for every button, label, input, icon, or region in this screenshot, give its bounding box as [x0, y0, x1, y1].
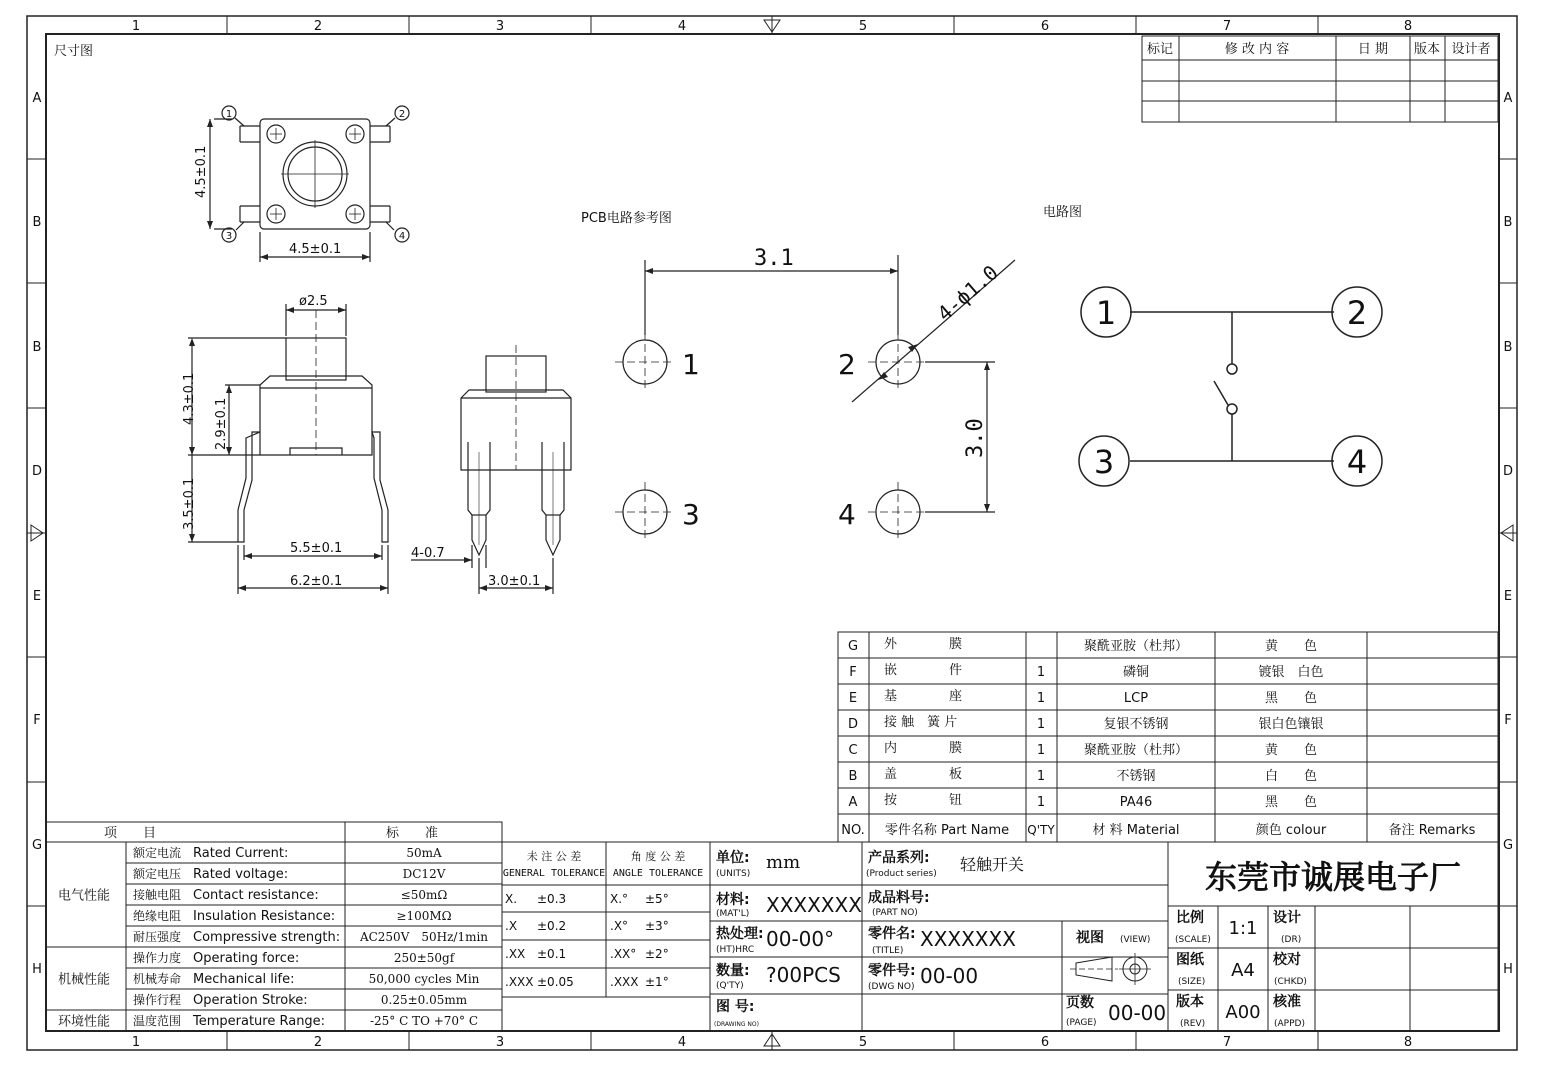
part-colour: 镀银 白色 [1258, 665, 1324, 680]
angle-tolerance-value: ±5° [645, 892, 669, 906]
general-tolerance-key: .X [505, 919, 518, 933]
series-value: 轻触开关 [960, 855, 1025, 874]
dr-en: (DR) [1281, 935, 1302, 945]
parts-header: 零件名称 Part Name [884, 823, 1010, 838]
part-colour: 黑 色 [1264, 691, 1318, 706]
scale-label: 比例 [1176, 910, 1204, 926]
general-tolerance-value: ±0.2 [537, 919, 567, 933]
part-colour: 黑 色 [1264, 795, 1318, 810]
part-qty: 1 [1036, 665, 1046, 680]
appd-label: 核准 [1273, 994, 1301, 1010]
part-material: LCP [1123, 691, 1149, 706]
front-dim-diameter: ø2.5 [299, 294, 328, 309]
spec-item-en: Operating force: [193, 951, 300, 966]
spec-group-name: 机械性能 [57, 972, 111, 988]
parts-header: NO. [841, 823, 865, 838]
dwgno-en: (DWG NO) [868, 982, 915, 992]
dwgno-value: 00-00 [920, 964, 979, 988]
part-qty: 1 [1036, 769, 1046, 784]
col-label: 5 [858, 19, 868, 34]
spec-item-cn: 温度范围 [133, 1014, 182, 1028]
units-label: 单位: [716, 850, 750, 866]
col-label: 7 [1222, 1035, 1232, 1050]
part-name: 接 触 簧 片 [884, 715, 958, 730]
part-name: 嵌 件 [884, 663, 963, 678]
col-label: 7 [1222, 19, 1232, 34]
part-material: PA46 [1119, 795, 1153, 810]
spec-table [46, 822, 502, 1031]
partno-en: (PART NO) [872, 908, 918, 918]
spec-header-std: 标 准 [385, 826, 439, 841]
general-tolerance-value: ±0.05 [537, 975, 574, 989]
material-value: XXXXXXX [766, 893, 862, 917]
angle-tolerance-key: X.° [610, 892, 629, 906]
spec-value: 0.25±0.05mm [380, 993, 468, 1007]
row-label: D [1502, 464, 1514, 479]
part-qty: 1 [1036, 717, 1046, 732]
spec-item-cn: 操作力度 [133, 951, 182, 965]
spec-item-en: Temperature Range: [193, 1014, 326, 1029]
angle-tolerance-value: ±3° [645, 919, 669, 933]
row-label: B [32, 340, 42, 355]
size-label: 图纸 [1176, 952, 1204, 968]
col-label: 3 [495, 19, 505, 34]
row-label: D [31, 464, 43, 479]
top-dim-horizontal: 4.5±0.1 [289, 242, 342, 257]
part-no: A [848, 795, 858, 810]
top-view [194, 106, 409, 262]
spec-value: 50,000 cycles Min [368, 972, 480, 986]
spec-item-cn: 绝缘电阻 [133, 909, 182, 923]
part-material: 不锈钢 [1116, 769, 1156, 784]
circuit-node-label: 2 [1346, 294, 1368, 332]
parts-header: 备注 Remarks [1388, 823, 1476, 838]
part-no: D [847, 717, 859, 732]
dwgno-label: 零件号: [868, 963, 916, 979]
col-label: 3 [495, 1035, 505, 1050]
row-label: H [1503, 962, 1513, 977]
row-label: B [32, 215, 42, 230]
front-dim-body: 2.9±0.1 [214, 397, 229, 450]
row-label: G [1502, 838, 1514, 853]
front-dim-width: 6.2±0.1 [290, 574, 343, 589]
pcb-layout [615, 246, 1015, 542]
view-label: 视图 [1076, 930, 1104, 946]
pcb-dim-h: 3.1 [754, 246, 794, 271]
front-dim-pitch: 5.5±0.1 [290, 541, 343, 556]
row-label: G [31, 838, 43, 853]
page-en: (PAGE) [1066, 1018, 1097, 1028]
pcb-hole-label: 1 [682, 348, 700, 381]
general-tolerance-value: ±0.3 [537, 892, 567, 906]
col-label: 8 [1403, 19, 1413, 34]
spec-value: DC12V [402, 867, 446, 881]
spec-item-cn: 接触电阻 [133, 888, 182, 902]
spec-item-cn: 额定电流 [133, 846, 182, 860]
heat-label: 热处理: [716, 926, 764, 942]
angle-tolerance-title: 角 度 公 差 [630, 850, 686, 863]
part-name: 内 膜 [884, 741, 963, 756]
qty-value: ?00PCS [766, 963, 841, 987]
spec-item-en: Rated Current: [193, 846, 289, 861]
spec-value: ≥100MΩ [396, 909, 452, 923]
parts-header: 材 料 Material [1092, 823, 1180, 838]
spec-value: 250±50gf [393, 951, 455, 965]
side-view [411, 345, 571, 594]
row-label: A [32, 91, 42, 106]
pcb-hole-label: 4 [838, 498, 856, 531]
pcb-hole-label: 3 [682, 498, 700, 531]
units-en: (UNITS) [716, 869, 751, 879]
angle-tolerance-sub: ANGLE TOLERANCE [612, 868, 704, 879]
spec-item-en: Operation Stroke: [193, 993, 308, 1008]
revision-header: 日 期 [1357, 42, 1389, 57]
spec-value: ≤50mΩ [400, 888, 448, 902]
heat-en: (HT)HRC [716, 945, 755, 955]
chkd-en: (CHKD) [1274, 977, 1307, 987]
angle-tolerance-value: ±2° [645, 947, 669, 961]
title-en: (TITLE) [872, 946, 904, 956]
spec-item-en: Rated voltage: [193, 867, 289, 882]
part-name: 外 膜 [884, 637, 963, 652]
circuit-node-label: 1 [1095, 294, 1117, 332]
spec-item-en: Insulation Resistance: [193, 909, 336, 924]
spec-header-item: 项 目 [103, 826, 157, 841]
part-qty: 1 [1036, 691, 1046, 706]
part-no: C [848, 743, 858, 758]
row-label: F [1504, 713, 1512, 728]
qty-label: 数量: [716, 963, 750, 979]
pin-number: 1 [225, 109, 233, 120]
col-label: 6 [1040, 19, 1050, 34]
part-colour: 黄 色 [1264, 743, 1318, 758]
part-material: 磷铜 [1122, 665, 1150, 680]
part-qty: 1 [1036, 795, 1046, 810]
part-material: 聚酰亚胺（杜邦） [1083, 743, 1189, 758]
pcb-title: PCB电路参考图 [581, 211, 672, 226]
tolerance-block [502, 842, 710, 1031]
spec-item-en: Compressive strength: [193, 930, 341, 945]
size-en: (SIZE) [1178, 977, 1206, 987]
units-value: mm [766, 852, 801, 873]
pin-number: 3 [225, 231, 233, 242]
general-tolerance-key: .XX [505, 947, 526, 961]
top-dim-vertical: 4.5±0.1 [194, 145, 209, 198]
front-view [182, 294, 388, 594]
pin-number: 4 [398, 231, 406, 242]
title-label: 零件名: [868, 926, 916, 942]
col-label: 1 [131, 19, 141, 34]
material-label: 材料: [716, 892, 750, 908]
part-colour: 黄 色 [1264, 639, 1318, 654]
col-label: 4 [677, 1035, 687, 1050]
material-en: (MAT'L) [716, 909, 750, 919]
spec-group-name: 电气性能 [57, 888, 111, 904]
general-tolerance-value: ±0.1 [537, 947, 567, 961]
side-dim-spacing: 3.0±0.1 [488, 574, 541, 589]
front-dim-leg: 3.5±0.1 [182, 477, 197, 530]
parts-table [838, 632, 1498, 842]
spec-value: 50mA [406, 846, 442, 860]
pcb-hole-label: 2 [838, 348, 856, 381]
pcb-dim-v: 3.0 [963, 418, 988, 458]
revision-table [1142, 36, 1498, 122]
series-en: (Product series) [866, 869, 937, 879]
part-name: 盖 板 [884, 767, 963, 782]
qty-en: (Q'TY) [716, 981, 744, 991]
scale-value: 1:1 [1228, 918, 1258, 939]
spec-item-en: Contact resistance: [193, 888, 319, 903]
row-label: B [1503, 215, 1513, 230]
drawing-no-label: 图 号: [716, 999, 755, 1015]
angle-tolerance-key: .X° [610, 919, 629, 933]
spec-group-name: 环境性能 [57, 1014, 111, 1030]
spec-item-cn: 耐压强度 [133, 930, 182, 944]
spec-value: AC250V 50Hz/1min [359, 930, 489, 944]
rev-en: (REV) [1180, 1019, 1206, 1029]
rev-value: A00 [1225, 1002, 1261, 1023]
angle-tolerance-key: .XX° [610, 947, 637, 961]
pin-number: 2 [398, 109, 406, 120]
row-label: B [1503, 340, 1513, 355]
side-dim-pin: 4-0.7 [411, 546, 445, 561]
page-value: 00-00 [1108, 1001, 1167, 1025]
part-colour: 白 色 [1264, 769, 1318, 784]
part-name: 按 钮 [884, 793, 963, 808]
general-tolerance-sub: GENERAL TOLERANCE [502, 868, 606, 879]
row-label: E [32, 589, 42, 604]
col-label: 2 [313, 1035, 323, 1050]
revision-header: 修 改 内 容 [1224, 42, 1290, 57]
revision-header: 设计者 [1451, 42, 1491, 57]
series-label: 产品系列: [868, 850, 930, 866]
scale-en: (SCALE) [1175, 935, 1211, 945]
drawing-no-en: (DRAWING NO) [714, 1021, 759, 1028]
spec-value: -25° C TO +70° C [369, 1014, 479, 1028]
row-label: F [33, 713, 41, 728]
general-tolerance-title: 未 注 公 差 [526, 850, 582, 863]
page-label: 页数 [1066, 995, 1094, 1011]
row-label: A [1503, 91, 1513, 106]
general-tolerance-key: X. [505, 892, 518, 906]
col-label: 2 [313, 19, 323, 34]
col-label: 5 [858, 1035, 868, 1050]
heat-value: 00-00° [766, 927, 835, 951]
part-qty: 1 [1036, 743, 1046, 758]
section-title: 尺寸图 [54, 44, 94, 59]
part-name: 基 座 [884, 689, 963, 704]
circuit-title: 电路图 [1043, 205, 1083, 220]
circuit-diagram [1079, 287, 1382, 486]
chkd-label: 校对 [1273, 952, 1301, 968]
part-material: 聚酰亚胺（杜邦） [1083, 639, 1189, 654]
dr-label: 设计 [1273, 910, 1301, 926]
circuit-node-label: 4 [1346, 443, 1368, 481]
parts-header: 颜色 colour [1255, 823, 1327, 838]
row-label: E [1503, 589, 1513, 604]
appd-en: (APPD) [1274, 1019, 1305, 1029]
part-no: F [849, 665, 857, 680]
general-tolerance-key: .XXX [505, 975, 534, 989]
spec-item-cn: 额定电压 [133, 867, 182, 881]
col-label: 1 [131, 1035, 141, 1050]
angle-tolerance-key: .XXX [610, 975, 639, 989]
angle-tolerance-value: ±1° [645, 975, 669, 989]
circuit-node-label: 3 [1093, 443, 1115, 481]
col-label: 6 [1040, 1035, 1050, 1050]
part-no: E [848, 691, 858, 706]
part-no: B [848, 769, 858, 784]
size-value: A4 [1231, 960, 1255, 981]
revision-header: 版本 [1413, 42, 1441, 57]
title-value: XXXXXXX [920, 927, 1016, 951]
view-en: (VIEW) [1120, 935, 1151, 945]
partno-label: 成品料号: [868, 890, 930, 906]
col-label: 8 [1403, 1035, 1413, 1050]
pcb-dim-hole: 4-ϕ1.0 [932, 260, 1003, 326]
rev-label: 版本 [1176, 994, 1204, 1010]
part-colour: 银白色镶银 [1258, 717, 1324, 732]
part-material: 复银不锈钢 [1103, 717, 1169, 732]
row-label: H [32, 962, 42, 977]
spec-item-cn: 操作行程 [133, 993, 182, 1007]
front-dim-total: 4.3±0.1 [182, 372, 197, 425]
parts-header: Q'TY [1027, 823, 1055, 837]
revision-header: 标记 [1146, 42, 1174, 57]
projection-view-symbol [1070, 953, 1151, 985]
company-name: 东莞市诚展电子厂 [1204, 858, 1462, 896]
col-label: 4 [677, 19, 687, 34]
spec-item-en: Mechanical life: [193, 972, 295, 987]
part-no: G [847, 639, 859, 654]
title-block [710, 842, 1498, 1031]
spec-item-cn: 机械寿命 [133, 972, 182, 986]
